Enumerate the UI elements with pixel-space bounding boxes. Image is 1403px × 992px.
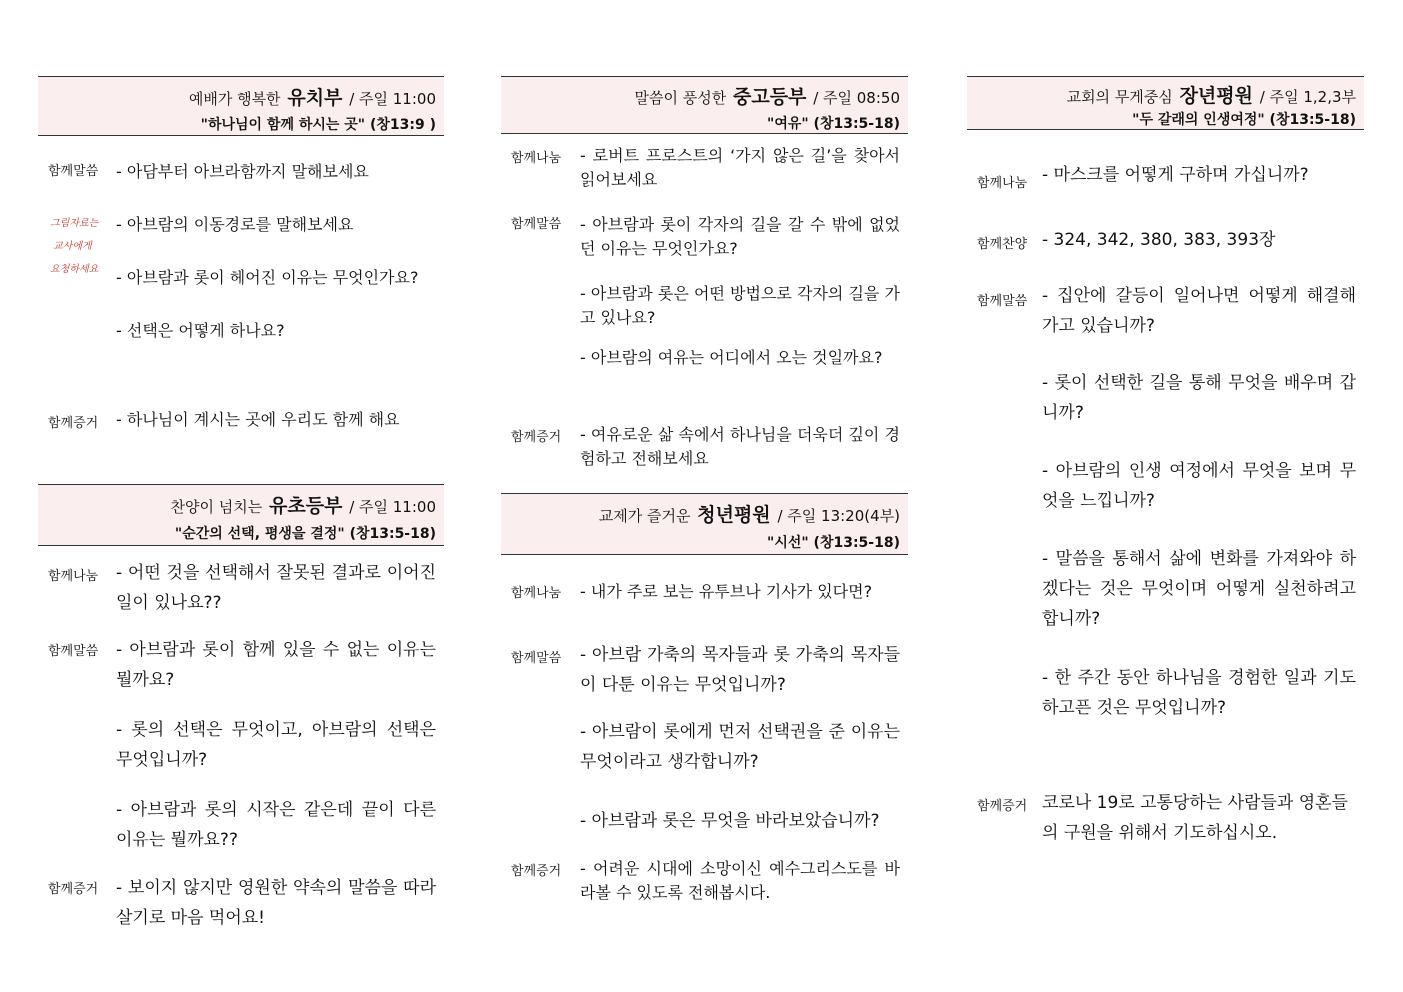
adult-song: - 324, 342, 380, 383, 393장 <box>1042 230 1276 250</box>
kinder-theme: "하나님이 함께 하시는 곳" (창13:9 ) <box>200 117 436 133</box>
elem-header <box>38 484 444 546</box>
elem-word-item: - 아브람과 롯이 함께 있을 수 없는 이유는 뭘까요? <box>116 640 436 690</box>
elem-word-item: - 롯의 선택은 무엇이고, 아브람의 선택은 무엇입니까? <box>116 720 436 770</box>
kinder-word-item: - 아담부터 아브라함까지 말해보세요 <box>116 162 369 181</box>
young-tagline: 교제가 즐거운 <box>598 507 691 525</box>
kinder-word-item: - 아브람의 이동경로를 말해보세요 <box>116 215 354 234</box>
young-theme: "시선" (창13:5-18) <box>767 535 900 551</box>
adult-label-witness: 함께증거 <box>977 799 1028 814</box>
youth-label-share: 함께나눔 <box>511 151 562 166</box>
young-share: - 내가 주로 보는 유투브나 기사가 있다면? <box>580 582 873 601</box>
kinder-tagline: 예배가 행복한 <box>188 90 281 108</box>
youth-witness: - 여유로운 삶 속에서 하나님을 더욱더 깊이 경험하고 전해보세요 <box>580 425 900 468</box>
kinder-label-witness: 함께증거 <box>48 416 99 431</box>
elem-time: / 주일 11:00 <box>349 498 436 516</box>
adult-label-song: 함께찬양 <box>977 237 1028 252</box>
adult-label-share: 함께나눔 <box>977 176 1028 191</box>
youth-header <box>501 76 908 134</box>
youth-dept-name: 중고등부 <box>732 86 807 108</box>
youth-theme: "여유" (창13:5-18) <box>767 116 900 132</box>
young-time: / 주일 13:20(4부) <box>777 507 900 525</box>
elem-word-item: - 아브람과 롯의 시작은 같은데 끝이 다른 이유는 뭘까요?? <box>116 800 436 850</box>
youth-label-word: 함께말씀 <box>511 217 562 232</box>
young-witness: - 어려운 시대에 소망이신 예수그리스도를 바라볼 수 있도록 전해봅시다. <box>580 859 900 902</box>
youth-word-item: - 아브람의 여유는 어디에서 오는 것일까요? <box>580 348 883 367</box>
adult-share: - 마스크를 어떻게 구하며 가십니까? <box>1042 165 1309 185</box>
youth-header-line <box>634 82 900 109</box>
elem-share: - 어떤 것을 선택해서 잘못된 결과로 이어진 일이 있나요?? <box>116 563 436 613</box>
young-word-item: - 아브람과 롯은 무엇을 바라보았습니까? <box>580 811 880 831</box>
kinder-word-item: - 아브람과 롯이 헤어진 이유는 무엇인가요? <box>116 268 419 287</box>
kinder-header-line <box>189 83 436 110</box>
young-word-item: - 아브람이 롯에게 먼저 선택권을 준 이유는 무엇이라고 생각합니까? <box>580 722 900 772</box>
elem-label-share: 함께나눔 <box>48 569 99 584</box>
kinder-word-item: - 선택은 어떻게 하나요? <box>116 321 285 340</box>
adult-theme: "두 갈래의 인생여정" (창13:5-18) <box>1132 112 1356 128</box>
youth-label-witness: 함께증거 <box>511 430 562 445</box>
young-label-word: 함께말씀 <box>511 651 562 666</box>
adult-time: / 주일 1,2,3부 <box>1259 88 1356 106</box>
youth-word-item: - 아브람과 롯이 각자의 길을 갈 수 밖에 없었던 이유는 무엇인가요? <box>580 215 900 258</box>
kinder-red-note-1: 그림자료는 <box>50 218 99 229</box>
elem-label-word: 함께말씀 <box>48 644 99 659</box>
adult-header-line <box>1067 81 1356 108</box>
adult-header <box>967 76 1364 130</box>
adult-witness: 코로나 19로 고통당하는 사람들과 영혼들의 구원을 위해서 기도하십시오. <box>1042 793 1348 843</box>
young-label-share: 함께나눔 <box>511 586 562 601</box>
youth-word-item: - 아브람과 롯은 어떤 방법으로 각자의 길을 가고 있나요? <box>580 284 900 327</box>
elem-header-line <box>170 491 436 518</box>
kinder-red-note-2: 교사에게 <box>53 241 92 252</box>
kinder-red-note-3: 요청하세요 <box>50 264 99 275</box>
adult-word-item: - 아브람의 인생 여정에서 무엇을 보며 무엇을 느낍니까? <box>1042 461 1356 511</box>
young-header <box>501 493 908 555</box>
kinder-dept-name: 유치부 <box>287 87 343 109</box>
kinder-time: / 주일 11:00 <box>349 90 436 108</box>
young-header-line <box>599 500 900 527</box>
adult-dept-name: 장년평원 <box>1179 85 1253 107</box>
adult-word-item: - 롯이 선택한 길을 통해 무엇을 배우며 갑니까? <box>1042 373 1356 423</box>
youth-time: / 주일 08:50 <box>813 89 900 107</box>
youth-tagline: 말씀이 풍성한 <box>634 89 727 107</box>
kinder-header <box>38 76 444 136</box>
adult-tagline: 교회의 무게중심 <box>1066 88 1173 106</box>
elem-theme: "순간의 선택, 평생을 결정" (창13:5-18) <box>174 526 436 542</box>
elem-dept-name: 유초등부 <box>268 495 343 517</box>
young-dept-name: 청년평원 <box>697 504 771 526</box>
elem-label-witness: 함께증거 <box>48 882 99 897</box>
kinder-label-word: 함께말씀 <box>48 164 99 179</box>
adult-word-item: - 집안에 갈등이 일어나면 어떻게 해결해 가고 있습니까? <box>1042 286 1356 336</box>
youth-share: - 로버트 프로스트의 ‘가지 않은 길’을 찾아서 읽어보세요 <box>580 146 900 189</box>
adult-label-word: 함께말씀 <box>977 294 1028 309</box>
adult-word-item: - 말씀을 통해서 삶에 변화를 가져와야 하겠다는 것은 무엇이며 어떻게 실천하려고 합니까? <box>1042 549 1356 629</box>
kinder-witness: - 하나님이 계시는 곳에 우리도 함께 해요 <box>116 410 400 429</box>
elem-witness: - 보이지 않지만 영원한 약속의 말씀을 따라 살기로 마음 먹어요! <box>116 878 436 928</box>
young-word-item: - 아브람 가축의 목자들과 롯 가축의 목자들이 다툰 이유는 무엇입니까? <box>580 645 900 695</box>
young-label-witness: 함께증거 <box>511 864 562 879</box>
adult-word-item: - 한 주간 동안 하나님을 경험한 일과 기도하고픈 것은 무엇입니까? <box>1042 668 1356 718</box>
elem-tagline: 찬양이 넘치는 <box>170 498 263 516</box>
